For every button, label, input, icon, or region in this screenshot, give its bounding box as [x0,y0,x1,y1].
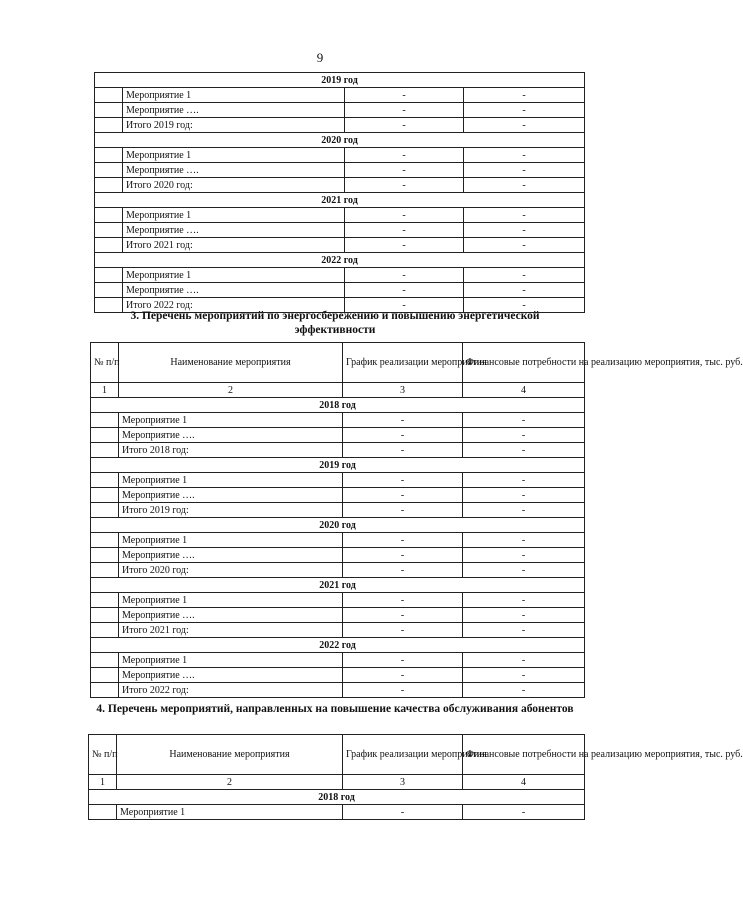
year-row-2022: 2022 год [95,253,585,268]
total-row: Итого 2020 год: - - [95,178,585,193]
year-row-2019: 2019 год [95,73,585,88]
table-row: Мероприятие 1 - - [95,88,585,103]
total-row: Итого 2019 год: - - [95,118,585,133]
total-row: Итого 2019 год: - - [91,503,585,518]
header-row: № п/п Наименование мероприятия График реализации мероприятия Финансовые потребности на реализацию мероприятия, тыс. руб. [89,735,585,775]
table-row: Мероприятие …. - - [95,223,585,238]
section-4-title: 4. Перечень мероприятий, направленных на повышение качества обслуживания абонентов [96,703,574,715]
header-row: № п/п Наименование мероприятия График реализации мероприятия Финансовые потребности на реализацию мероприятия, тыс. руб. [91,343,585,383]
table-row: Мероприятие 1 - - [91,593,585,608]
table-continuation [94,72,585,313]
total-row: Итого 2022 год: - - [91,683,585,698]
table-row: Мероприятие 1 - - [95,208,585,223]
table-row: Мероприятие …. - - [91,428,585,443]
table-section-3 [90,342,743,698]
year-row-2019: 2019 год [91,458,585,473]
total-row: Итого 2022 год: - - [95,298,585,313]
table-row: Мероприятие …. - - [91,488,585,503]
total-row: Итого 2021 год: - - [95,238,585,253]
section-3-title: 3. Перечень мероприятий по энергосбережению и повышению энергетической эффективности [130,310,540,336]
table-row: Мероприятие 1 - - [95,148,585,163]
page-number: 9 [316,50,324,65]
table-row: Мероприятие 1 - - [91,473,585,488]
total-row: Итого 2018 год: - - [91,443,585,458]
total-row: Итого 2021 год: - - [91,623,585,638]
year-row-2018: 2018 год [91,398,585,413]
year-row-2022: 2022 год [91,638,585,653]
table-section-4 [88,734,743,820]
year-row-2020: 2020 год [91,518,585,533]
table-row: Мероприятие …. - - [91,668,585,683]
table-row: Мероприятие …. - - [91,548,585,563]
table-row: Мероприятие …. - - [91,608,585,623]
table-row: Мероприятие 1 - - [91,413,585,428]
year-row-2020: 2020 год [95,133,585,148]
table-row: Мероприятие …. - - [95,103,585,118]
table-row: Мероприятие …. - - [95,163,585,178]
table-row: Мероприятие 1 - - [89,805,585,820]
total-row: Итого 2020 год: - - [91,563,585,578]
year-row-2021: 2021 год [95,193,585,208]
table-row: Мероприятие 1 - - [95,268,585,283]
table-row: Мероприятие 1 - - [91,653,585,668]
column-number-row: 1 2 3 4 [89,775,585,790]
table-row: Мероприятие 1 - - [91,533,585,548]
year-row-2021: 2021 год [91,578,585,593]
year-row-2018: 2018 год [89,790,585,805]
column-number-row: 1 2 3 4 [91,383,585,398]
table-row: Мероприятие …. - - [95,283,585,298]
